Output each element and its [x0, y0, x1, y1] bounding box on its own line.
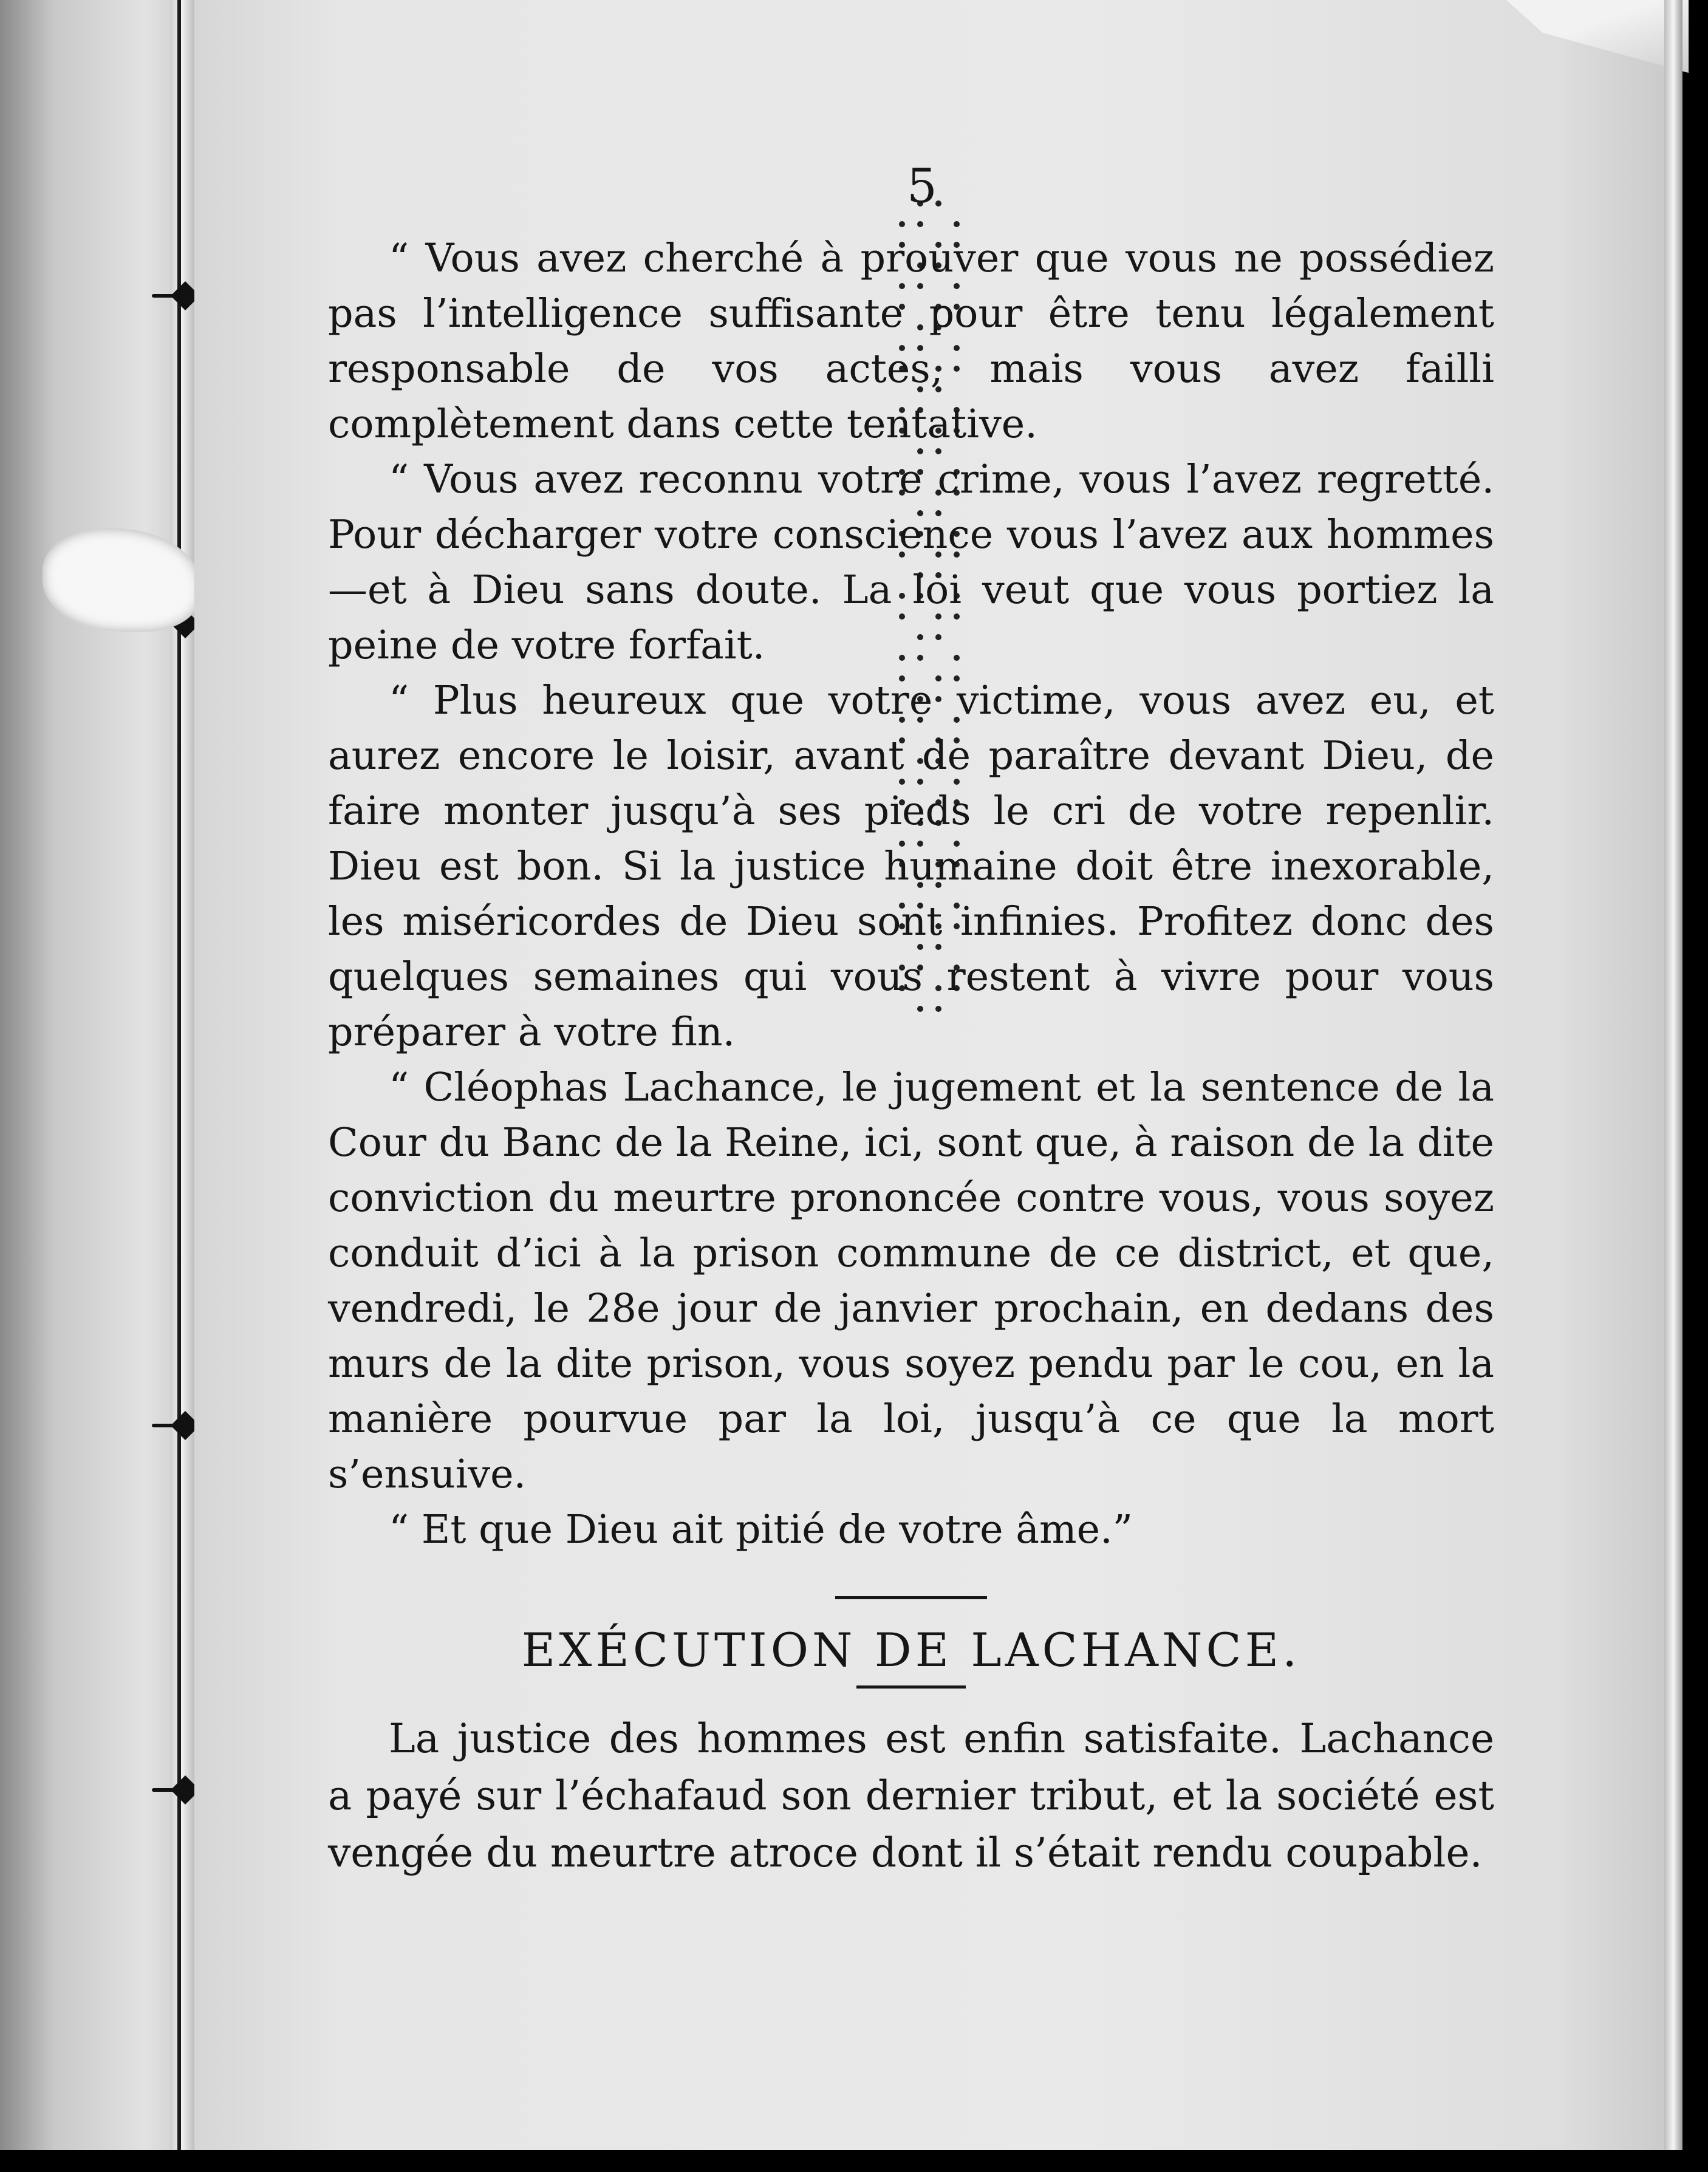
- section-divider-top: [835, 1596, 987, 1599]
- facing-page-edge: [0, 0, 182, 2172]
- binding-thread: [177, 0, 181, 2172]
- paragraph: “ Vous avez cherché à prouver que vous ne possédiez pas l’intelligence suffisante pour être tenu légalement responsable de vos actes, mais vous avez failli complètement dans cette tentative.: [328, 236, 1494, 447]
- paragraph: “ Plus heureux que votre victime, vous avez eu, et aurez encore le loisir, avant de paraître devant Dieu, de faire monter jusqu’à ses pieds le cri de votre repenlir. Dieu est bon. Si la justice humaine doit être inexorable, les miséricordes de Dieu sont infinies. Profitez donc des quelques semaines qui vous restent à vivre pour vous préparer à votre fin.: [328, 678, 1494, 1055]
- page-number: 5: [907, 159, 937, 214]
- page-right-edge: [1664, 0, 1682, 2172]
- scan-border: [0, 2150, 1708, 2172]
- body-text: [328, 158, 1494, 1882]
- paragraph: “ Et que Dieu ait pitié de votre âme.”: [389, 1507, 1133, 1552]
- section-divider-bottom: [856, 1685, 966, 1689]
- binding-gutter: [170, 0, 194, 2172]
- paragraph: “ Cléophas Lachance, le jugement et la sentence de la Cour du Banc de la Reine, ici, sont que, à raison de la dite conviction du meurtre prononcée contre vous, vous soyez conduit d’ici à la prison commune de ce district, et que, vendredi, le 28e jour de janvier prochain, en dedans des murs de la dite prison, vous soyez pendu par le cou, en la manière pourvue par la loi, jusqu’à ce que la mort s’ensuive.: [328, 1065, 1494, 1497]
- section-paragraph: La justice des hommes est enfin satisfaite. Lachance a payé sur l’échafaud son dernier tribut, et la société est vengée du meurtre atroce dont il s’était rendu coupable.: [328, 1715, 1494, 1876]
- section-heading: EXÉCUTION DE LACHANCE.: [521, 1623, 1301, 1677]
- paragraph: “ Vous avez reconnu votre crime, vous l’avez regretté. Pour décharger votre conscience vous l’avez aux hommes—et à Dieu sans doute. La loi veut que vous portiez la peine de votre forfait.: [328, 457, 1494, 668]
